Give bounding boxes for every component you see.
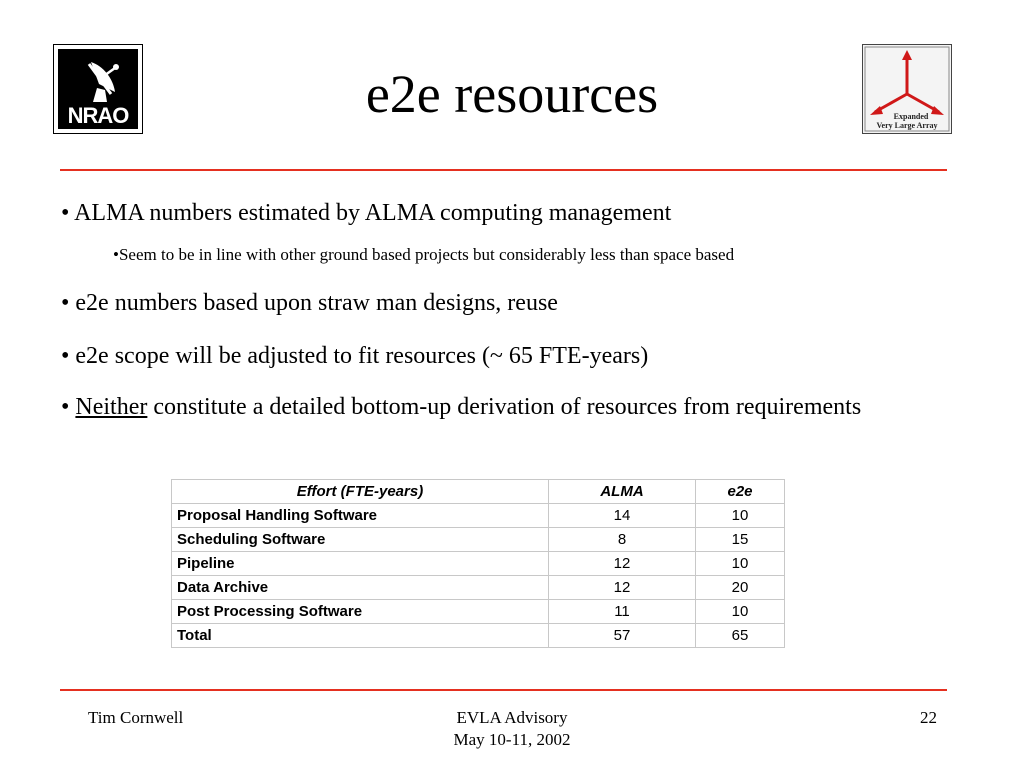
row-e2e: 20 [696,576,785,600]
row-e2e: 10 [696,552,785,576]
row-alma: 12 [549,576,696,600]
bullet-4-rest: constitute a detailed bottom-up derivation of resources from requirements [147,394,862,420]
row-alma: 8 [549,528,696,552]
bullet-4 [61,390,941,424]
footer-author: Tim Cornwell [88,708,184,727]
page-number: 22 [920,708,937,727]
table-row [172,504,785,528]
table-row [172,600,785,624]
bullet-2: • e2e numbers based upon straw man designs, reuse [61,290,558,316]
header-e2e: e2e [696,480,785,504]
row-e2e: 10 [696,600,785,624]
header-alma: ALMA [549,480,696,504]
footer-event-name: EVLA Advisory [456,708,568,727]
table-row [172,576,785,600]
table-row [172,552,785,576]
table-total-row [172,624,785,648]
row-label: Proposal Handling Software [172,504,549,528]
slide-title: e2e resources [365,64,659,124]
footer-event [362,707,662,751]
total-e2e: 65 [696,624,785,648]
table-row [172,528,785,552]
effort-table [171,479,785,648]
header-effort: Effort (FTE-years) [172,480,549,504]
footer-event-date: May 10-11, 2002 [453,730,571,749]
row-alma: 12 [549,552,696,576]
total-label: Total [172,624,549,648]
row-alma: 11 [549,600,696,624]
evla-logo-line1: Expanded [893,112,929,121]
row-label: Data Archive [172,576,549,600]
sub-bullet-1: •Seem to be in line with other ground based projects but considerably less than space based [113,245,735,264]
row-alma: 14 [549,504,696,528]
nrao-logo-text: NRAO [67,103,129,128]
table-header-row [172,480,785,504]
row-label: Scheduling Software [172,528,549,552]
row-e2e: 15 [696,528,785,552]
bullet-4-underlined: Neither [75,394,148,420]
row-label: Pipeline [172,552,549,576]
total-alma: 57 [549,624,696,648]
bullet-3: • e2e scope will be adjusted to fit resources (~ 65 FTE-years) [61,343,649,369]
row-label: Post Processing Software [172,600,549,624]
bottom-divider [60,689,947,691]
row-e2e: 10 [696,504,785,528]
evla-logo [862,44,952,134]
bullet-1: • ALMA numbers estimated by ALMA computing management [61,200,672,226]
evla-logo-line2: Very Large Array [876,121,938,130]
bullet-4-prefix: • [61,394,76,420]
top-divider [60,169,947,171]
